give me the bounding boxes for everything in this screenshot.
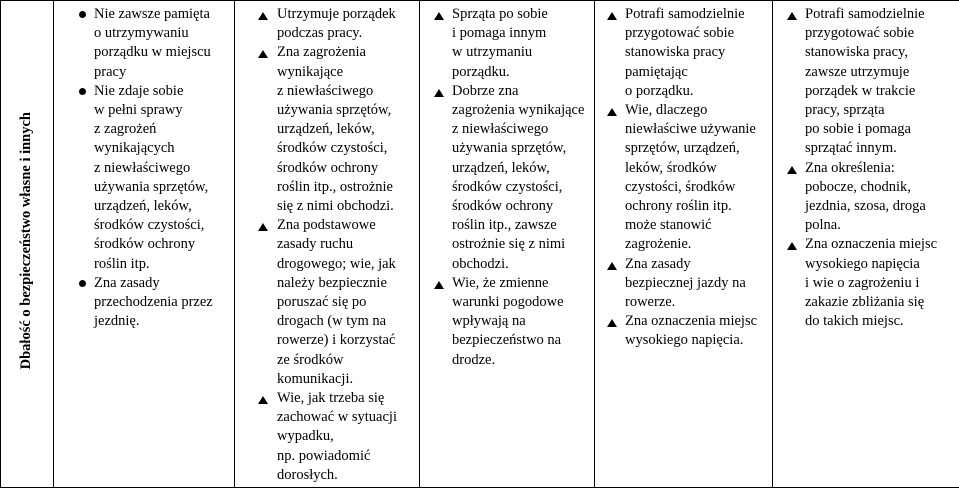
list-item: Wie, jak trzeba się zachować w sytuacji wypadku, np. powiadomić dorosłych. xyxy=(255,389,419,485)
column-cell-4 xyxy=(595,1,773,488)
list-item: Wie, dlaczego niewłaściwe używanie sprzętów, urządzeń, leków, środków czystości, środków ochrony roślin itp. może stanowić zagrożenie. xyxy=(603,101,772,255)
list-item: Sprząta po sobie i pomaga innym w utrzymaniu porządku. xyxy=(430,5,594,82)
list-item: Wie, że zmienne warunki pogodowe wpływają na bezpieczeństwo na drodze. xyxy=(430,274,594,370)
column-cell-5 xyxy=(773,1,959,488)
bullet-list xyxy=(430,5,594,370)
list-item: Zna zasady przechodzenia przez jezdnię. xyxy=(54,274,234,332)
bullet-list xyxy=(235,5,419,485)
list-item: Nie zawsze pamięta o utrzymywaniu porządku w miejscu pracy xyxy=(54,5,234,82)
column-cell-3 xyxy=(420,1,595,488)
column-cell-2 xyxy=(235,1,420,488)
list-item: Nie zdaje sobie w pełni sprawy z zagrożeń wynikających z niewłaściwego używania sprzętów, urządzeń, leków, środków czystości, środków ochrony roślin itp. xyxy=(54,82,234,274)
table-row xyxy=(1,1,959,488)
bullet-list xyxy=(603,5,772,351)
list-item: Zna podstawowe zasady ruchu drogowego; wie, jak należy bezpiecznie poruszać się po drogach (w tym na rowerze) i korzystać ze środków komunikacji. xyxy=(255,216,419,389)
column-cell-1 xyxy=(54,1,235,488)
list-item: Zna oznaczenia miejsc wysokiego napięcia i wie o zagrożeniu i zakazie zbliżania się do takich miejsc. xyxy=(783,235,959,331)
row-header-label: Dbałość o bezpieczeństwo własne i innych xyxy=(18,112,35,370)
list-item: Zna oznaczenia miejsc wysokiego napięcia. xyxy=(603,312,772,350)
bullet-list xyxy=(54,5,234,331)
list-item: Zna zagrożenia wynikające z niewłaściwego używania sprzętów, urządzeń, leków, środków czystości, środków ochrony roślin itp., ostrożnie się z nimi obchodzi. xyxy=(255,43,419,216)
list-item: Dobrze zna zagrożenia wynikające z niewłaściwego używania sprzętów, urządzeń, leków, środków czystości, środków ochrony roślin itp., zawsze ostrożnie się z nimi obchodzi. xyxy=(430,82,594,274)
row-header-cell xyxy=(1,1,54,488)
list-item: Potrafi samodzielnie przygotować sobie stanowiska pracy pamiętając o porządku. xyxy=(603,5,772,101)
list-item: Zna zasady bezpiecznej jazdy na rowerze. xyxy=(603,255,772,313)
list-item: Zna określenia: pobocze, chodnik, jezdnia, szosa, droga polna. xyxy=(783,159,959,236)
list-item: Utrzymuje porządek podczas pracy. xyxy=(255,5,419,43)
bullet-list xyxy=(783,5,959,331)
list-item: Potrafi samodzielnie przygotować sobie stanowiska pracy, zawsze utrzymuje porządek w trakcie pracy, sprząta po sobie i pomaga sprzątać innym. xyxy=(783,5,959,159)
